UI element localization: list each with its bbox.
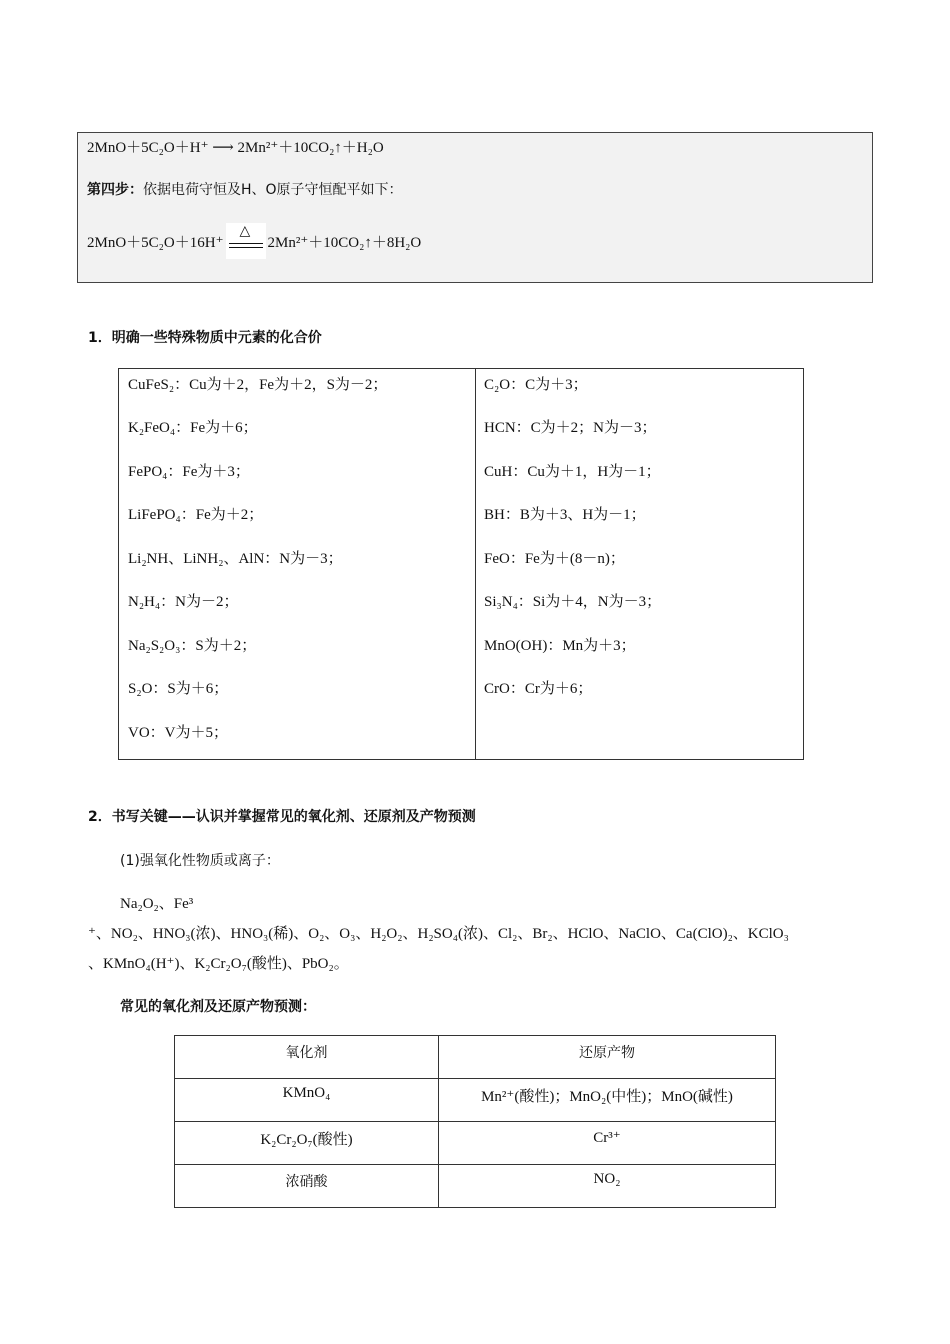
- step-four: [87, 179, 403, 199]
- cell-product: NO₂: [439, 1165, 776, 1208]
- valence-item: N₂H₄：N为－2；: [128, 594, 239, 610]
- valence-item: C₂O：C为＋3；: [484, 377, 588, 393]
- header-oxidizer: 氧化剂: [175, 1036, 439, 1079]
- valence-item: HCN：C为＋2；N为－3；: [484, 420, 657, 436]
- reaction-box: [77, 132, 873, 283]
- section1-title: 1．明确一些特殊物质中元素的化合价: [88, 330, 322, 346]
- cell-product: Mn²⁺(酸性)；MnO₂(中性)；MnO(碱性): [439, 1079, 776, 1122]
- step-label: 第四步：: [87, 182, 143, 198]
- valence-item: BH：B为＋3、H为－1；: [484, 507, 646, 523]
- oxidizer-product-table: [174, 1035, 776, 1208]
- oxidizer-list-line2: ⁺、NO₂、HNO₃(浓)、HNO₃(稀)、O₂、O₃、H₂O₂、H₂SO₄(浓)、Cl₂、Br₂、HClO、NaClO、Ca(ClO)₂、KClO₃: [88, 926, 789, 942]
- cell-oxidizer: 浓硝酸: [175, 1165, 439, 1208]
- table-row: [175, 1122, 776, 1165]
- section2-title: 2．书写关键——认识并掌握常见的氧化剂、还原剂及产物预测: [88, 809, 476, 825]
- table-row: [175, 1165, 776, 1208]
- valence-item: CrO：Cr为＋6；: [484, 681, 593, 697]
- step-text: 依据电荷守恒及H、O原子守恒配平如下：: [143, 182, 403, 198]
- valence-item: MnO(OH)：Mn为＋3；: [484, 638, 636, 654]
- equation-balanced: 2MnO＋5C₂O＋16H⁺ △ 2Mn²⁺＋10CO₂↑＋8H₂O: [87, 221, 421, 261]
- valence-item: FeO：Fe为＋(8－n)；: [484, 551, 625, 567]
- valence-item: FePO₄：Fe为＋3；: [128, 464, 250, 480]
- valence-item: S₂O：S为＋6；: [128, 681, 229, 697]
- heat-triangle-icon: △: [239, 224, 251, 239]
- valence-left-column: [119, 369, 476, 760]
- valence-item: K₂FeO₄：Fe为＋6；: [128, 420, 258, 436]
- valence-item: Na₂S₂O₃：S为＋2；: [128, 638, 257, 654]
- oxidizer-list-line3: 、KMnO₄(H⁺)、K₂Cr₂O₇(酸性)、PbO₂。: [88, 956, 349, 972]
- header-product: 还原产物: [439, 1036, 776, 1079]
- table-title: 常见的氧化剂及还原产物预测：: [120, 999, 316, 1015]
- table-header-row: [175, 1036, 776, 1079]
- cell-oxidizer: KMnO₄: [175, 1079, 439, 1122]
- equals-line-bottom: [229, 247, 263, 248]
- cell-product: Cr³⁺: [439, 1122, 776, 1165]
- subsection-label: (1)强氧化性物质或离子：: [120, 853, 280, 869]
- valence-item: CuH：Cu为＋1，H为－1；: [484, 464, 661, 480]
- valence-item: Si₃N₄：Si为＋4，N为－3；: [484, 594, 662, 610]
- valence-item: Li₂NH、LiNH₂、AlN：N为－3；: [128, 551, 343, 567]
- equation-unbalanced: 2MnO＋5C₂O＋H⁺ ⟶ 2Mn²⁺＋10CO₂↑＋H₂O: [87, 140, 384, 156]
- valence-right-column: [476, 369, 804, 760]
- table-row: [175, 1079, 776, 1122]
- valence-item: LiFePO₄：Fe为＋2；: [128, 507, 264, 523]
- heat-condition: [226, 223, 266, 259]
- valence-table: [118, 368, 804, 760]
- equals-line-top: [229, 243, 263, 244]
- valence-item: CuFeS₂：Cu为＋2，Fe为＋2，S为－2；: [128, 377, 388, 393]
- valence-item: VO：V为＋5；: [128, 725, 228, 741]
- oxidizer-list-line1: Na₂O₂、Fe³: [120, 896, 194, 912]
- cell-oxidizer: K₂Cr₂O₇(酸性): [175, 1122, 439, 1165]
